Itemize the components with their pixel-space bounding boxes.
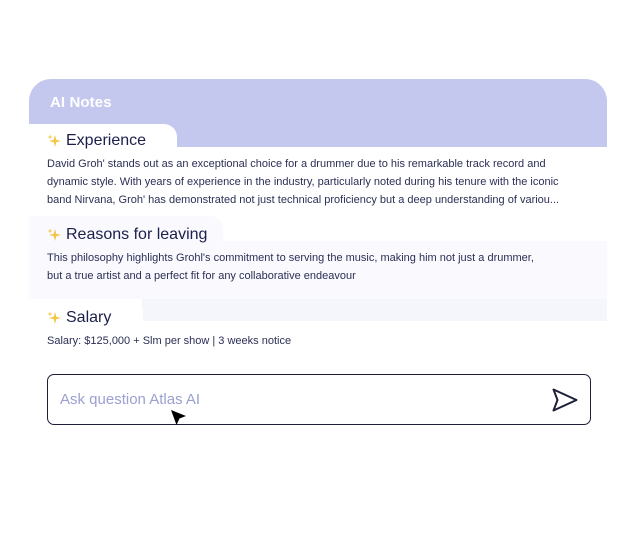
ask-question-input[interactable]	[60, 375, 530, 424]
section-reasons-heading	[47, 225, 207, 245]
ask-question-box	[47, 374, 591, 425]
sparkle-icon	[47, 134, 61, 148]
experience-text-line: David Groh' stands out as an exceptional choice for a drummer due to his remarkable track record and	[47, 158, 546, 170]
send-icon[interactable]	[551, 387, 579, 413]
sparkle-icon	[47, 311, 61, 325]
reasons-text-line: This philosophy highlights Grohl's commitment to serving the music, making him not just a drummer,	[47, 252, 534, 264]
section-title: Reasons for leaving	[66, 226, 208, 243]
reasons-text-line: but a true artist and a perfect fit for any collaborative endeavour	[47, 270, 356, 282]
section-title: Salary	[66, 309, 112, 326]
card-title: AI Notes	[50, 94, 112, 111]
section-experience-heading	[47, 131, 146, 151]
ai-notes-header	[29, 79, 607, 125]
experience-text-line: band Nirvana, Groh' has demonstrated not just technical proficiency but a deep understanding of variou...	[47, 194, 560, 206]
salary-header-band	[142, 299, 607, 321]
experience-text-line: dynamic style. With years of experience in the industry, particularly noted during his tenure with the iconic	[47, 176, 559, 188]
section-salary-heading	[47, 308, 111, 328]
salary-text-line: Salary: $125,000 + Slm per show | 3 weeks notice	[47, 335, 292, 347]
section-title: Experience	[66, 132, 147, 149]
sparkle-icon	[47, 228, 61, 242]
